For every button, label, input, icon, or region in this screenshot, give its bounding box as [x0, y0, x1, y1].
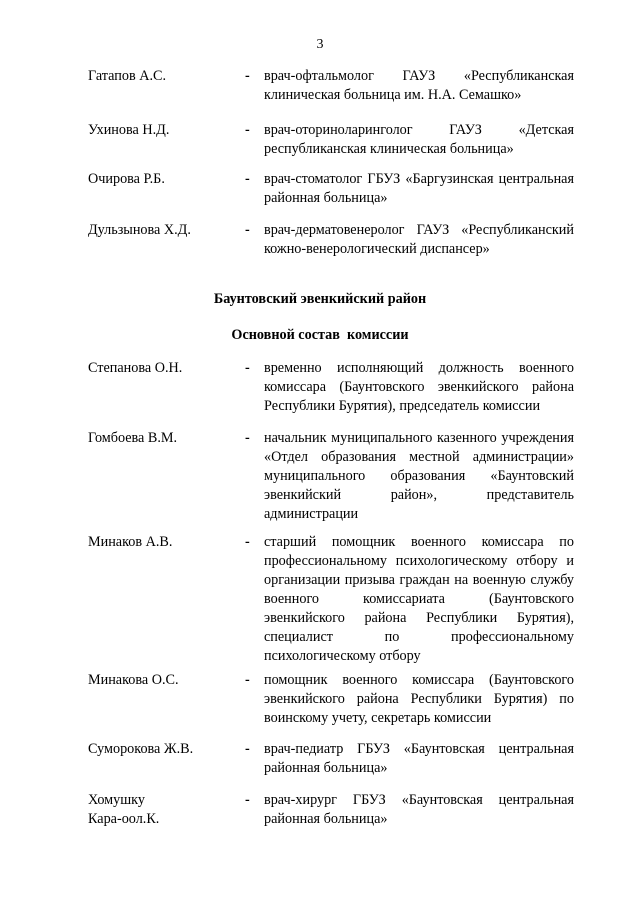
member-name: Хомушку Кара-оол.К.: [88, 792, 160, 827]
page-number: 3: [316, 37, 324, 52]
member-name: Ухинова Н.Д.: [88, 122, 170, 138]
member-position: старший помощник военного комиссара по профессиональному психологическому отбору и организации призыва граждан на военную службу военного комиссариата (Баунтовского эвенкийского района Республики Бурятия), специалист по профессиональному психологическому отбору: [264, 534, 574, 664]
member-position: врач-стоматолог ГБУЗ «Баргузинская центральная районная больница»: [264, 171, 574, 206]
separator-dash: -: [245, 222, 250, 238]
separator-dash: -: [245, 792, 250, 808]
member-position: врач-оториноларинголог ГАУЗ «Детская республиканская клиническая больница»: [264, 122, 574, 157]
member-position: врач-хирург ГБУЗ «Баунтовская центральная районная больница»: [264, 792, 574, 827]
member-name: Дульзынова Х.Д.: [88, 222, 191, 238]
member-name: Минаков А.В.: [88, 534, 173, 550]
district-heading: Баунтовский эвенкийский район: [213, 291, 427, 307]
separator-dash: -: [245, 672, 250, 688]
separator-dash: -: [245, 741, 250, 757]
separator-dash: -: [245, 430, 250, 446]
member-position: помощник военного комиссара (Баунтовского эвенкийского района Республики Бурятия) по воинскому учету, секретарь комиссии: [264, 672, 574, 726]
member-position: врач-педиатр ГБУЗ «Баунтовская центральная районная больница»: [264, 741, 574, 776]
member-name: Очирова Р.Б.: [88, 171, 165, 187]
member-name: Гомбоева В.М.: [88, 430, 178, 446]
member-name: Минакова О.С.: [88, 672, 179, 688]
section-heading: Основной состав комиссии: [231, 327, 409, 343]
separator-dash: -: [245, 68, 250, 84]
separator-dash: -: [245, 122, 250, 138]
member-position: врач-офтальмолог ГАУЗ «Республиканская клиническая больница им. Н.А. Семашко»: [264, 68, 574, 103]
member-name: Гатапов А.С.: [88, 68, 166, 84]
separator-dash: -: [245, 360, 250, 376]
member-position: временно исполняющий должность военного комиссара (Баунтовского эвенкийского района Республики Бурятия), председатель комиссии: [264, 360, 574, 414]
separator-dash: -: [245, 534, 250, 550]
member-position: врач-дерматовенеролог ГАУЗ «Республиканский кожно-венерологический диспансер»: [264, 222, 574, 257]
separator-dash: -: [245, 171, 250, 187]
member-name: Суморокова Ж.В.: [88, 741, 194, 757]
member-name: Степанова О.Н.: [88, 360, 183, 376]
member-position: начальник муниципального казенного учреждения «Отдел образования местной администрации» муниципального образования «Баунтовский эвенкийский район», представитель администрации: [264, 430, 574, 522]
